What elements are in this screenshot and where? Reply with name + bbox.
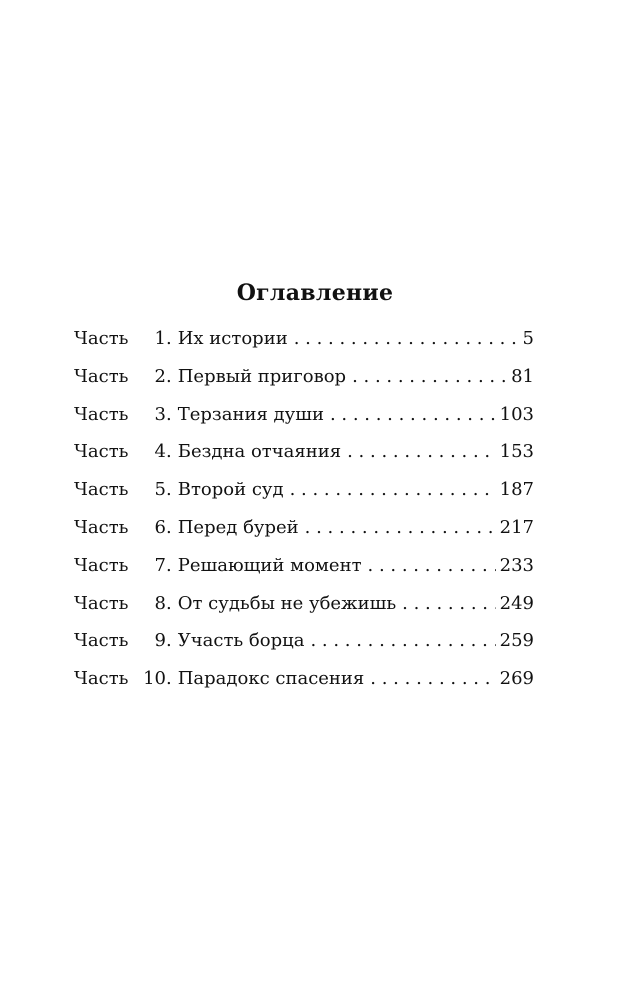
part-title: Перед бурей: [177, 516, 299, 538]
part-label: Часть: [74, 592, 129, 614]
dot-leader: [310, 630, 495, 651]
part-label: Часть: [74, 554, 129, 576]
part-title: Первый приговор: [177, 365, 347, 387]
dot-leader: [347, 441, 496, 462]
part-number: 2: [154, 365, 166, 387]
part-number: 5: [154, 479, 166, 501]
part-label: Часть: [74, 668, 129, 690]
page-number: 81: [511, 365, 534, 387]
dot-leader: [305, 517, 496, 538]
part-title: Парадокс спасения: [177, 668, 365, 690]
page-number: 103: [499, 403, 534, 425]
toc-entry-9: Часть 9 . Участь борца . . . 259: [74, 630, 534, 668]
part-title: Второй суд: [177, 479, 284, 501]
part-title: От судьбы не убежишь: [177, 592, 397, 614]
toc-entry-2: Часть 2 . Первый приговор . . . 81: [74, 366, 534, 404]
part-label: Часть: [74, 328, 129, 349]
part-number: 8: [154, 592, 166, 614]
part-number: 1: [154, 328, 166, 349]
toc-entry-6: Часть 6 . Перед бурей . . . 217: [74, 517, 534, 555]
toc-entry-3: Часть 3 . Терзания души . . . 103: [74, 404, 534, 442]
part-title: Их истории: [177, 328, 288, 349]
part-title: Терзания души: [177, 403, 324, 425]
part-number: 4: [154, 441, 166, 463]
page-number: 153: [499, 441, 534, 463]
part-number: 7: [154, 554, 166, 576]
page-number: 187: [499, 479, 534, 501]
part-label: Часть: [74, 403, 129, 425]
part-number: 9: [154, 630, 166, 652]
part-number: 10: [143, 668, 166, 690]
toc-entry-5: Часть 5 . Второй суд . . . 187: [74, 479, 534, 517]
page-number: 233: [499, 554, 534, 576]
part-label: Часть: [74, 365, 129, 387]
page-number: 259: [499, 630, 534, 652]
dot-leader: [368, 555, 496, 576]
dot-leader: [294, 328, 519, 349]
page-number: 249: [499, 592, 534, 614]
dot-leader: [290, 479, 496, 500]
part-label: Часть: [74, 516, 129, 538]
dot-leader: [402, 593, 495, 614]
part-label: Часть: [74, 479, 129, 501]
part-number: 6: [154, 516, 166, 538]
table-of-contents: [74, 280, 534, 706]
part-number: 3: [154, 403, 166, 425]
dot-leader: [370, 668, 495, 689]
part-label: Часть: [74, 630, 129, 652]
part-title: Решающий момент: [177, 554, 362, 576]
toc-entry-4: Часть 4 . Бездна отчаяния . . . 153: [74, 441, 534, 479]
page-number: 217: [499, 516, 534, 538]
part-title: Участь борца: [177, 630, 305, 652]
toc-entry-1: Часть 1 . Их истории . . . 5: [74, 328, 534, 366]
toc-entry-10: Часть 10 . Парадокс спасения . . . 269: [74, 668, 534, 706]
dot-leader: [352, 366, 507, 387]
toc-title: Оглавление: [236, 280, 394, 306]
part-label: Часть: [74, 441, 129, 463]
toc-entry-8: Часть 8 . От судьбы не убежишь . . . 249: [74, 593, 534, 631]
toc-list: [74, 328, 534, 706]
toc-entry-7: Часть 7 . Решающий момент . . . 233: [74, 555, 534, 593]
part-title: Бездна отчаяния: [177, 441, 342, 463]
page-number: 5: [522, 328, 534, 349]
dot-leader: [330, 404, 496, 425]
page-number: 269: [499, 668, 534, 690]
